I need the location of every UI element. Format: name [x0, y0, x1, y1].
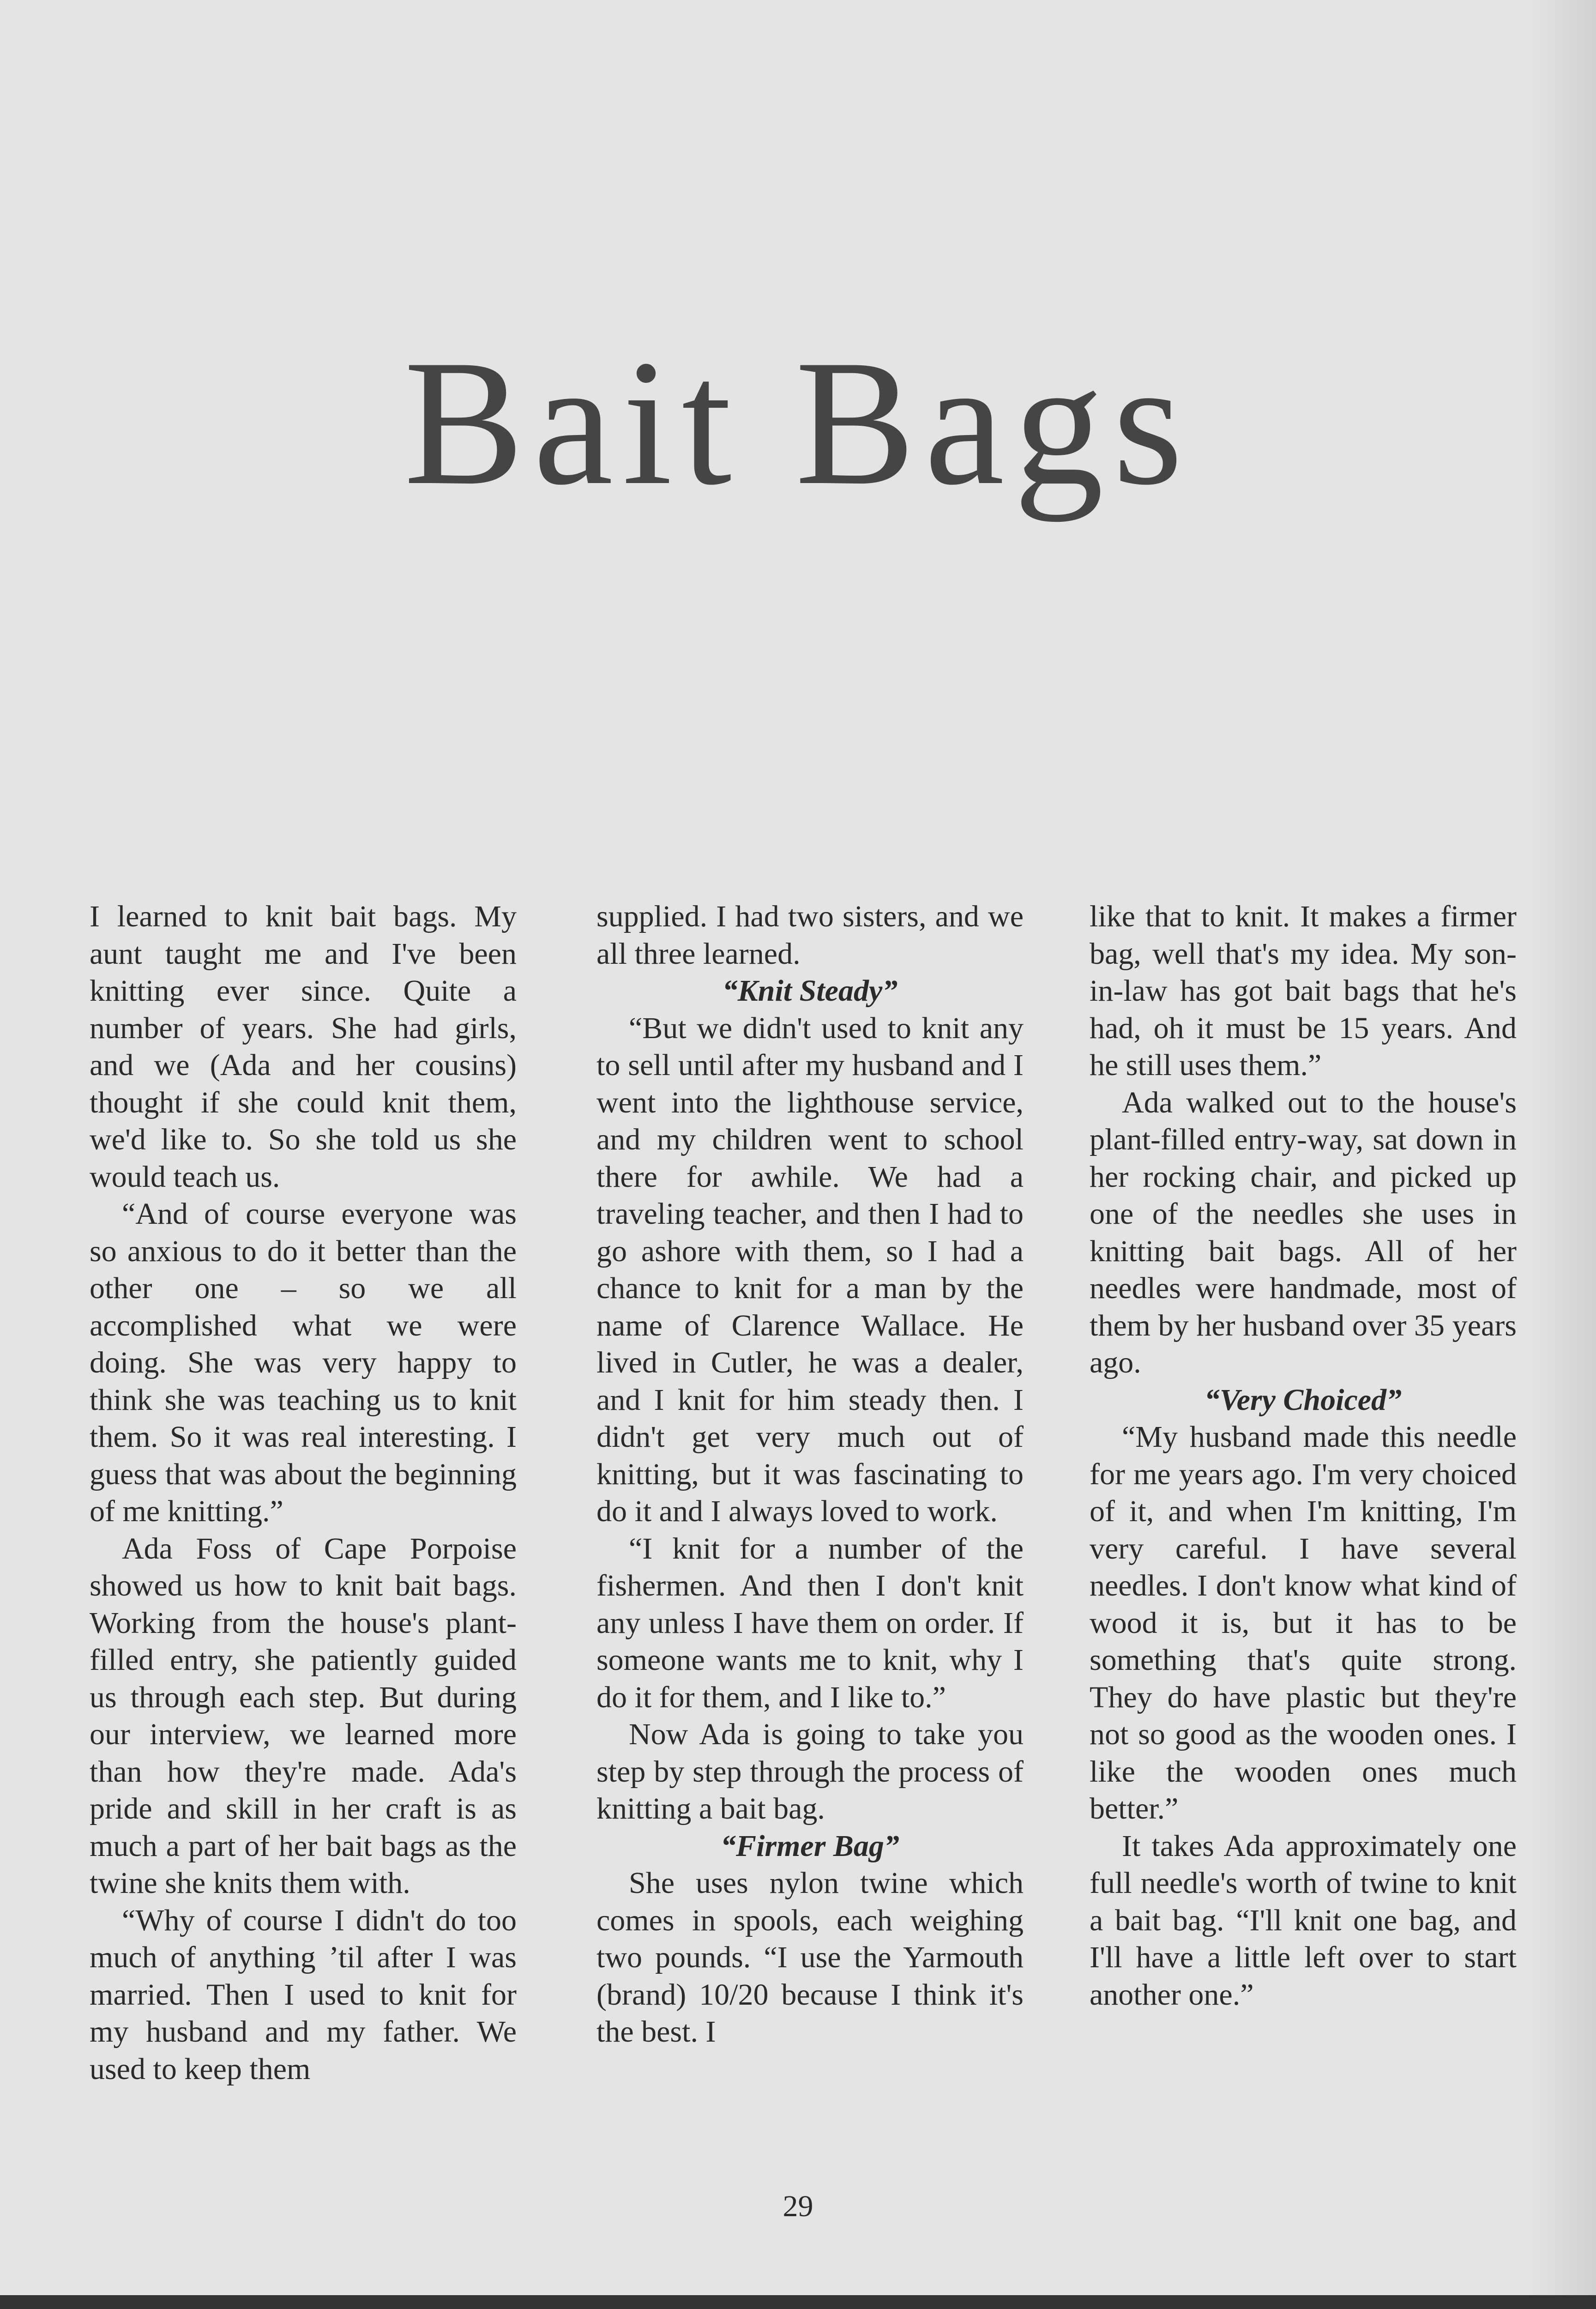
paragraph: She uses nylon twine which comes in spools, each weighing two pounds. “I use the Yarmouth (brand) 10/20 because I think it's the best. I: [596, 1866, 1024, 2049]
paragraph: “I knit for a number of the fishermen. And then I don't knit any unless I have them on order. If someone wants me to knit, why I do it for them, and I like to.”: [596, 1531, 1024, 1714]
paragraph: Ada Foss of Cape Porpoise showed us how to knit bait bags. Working from the house's plant-filled entry, she patiently guided us through each step. But during our interview, we learned more than how they're made. Ada's pride and skill in her craft is as much a part of her bait bags as the twine she knits them with.: [90, 1531, 517, 1900]
page-number: 29: [783, 2189, 813, 2223]
page-bottom-edge: [0, 2295, 1596, 2309]
text-column-3: [1090, 898, 1517, 2013]
paragraph: It takes Ada approximately one full needle's worth of twine to knit a bait bag. “I'll knit one bag, and I'll have a little left over to start another one.”: [1090, 1829, 1517, 2012]
subheading: “Knit Steady”: [722, 974, 898, 1008]
paragraph: supplied. I had two sisters, and we all three learned.: [596, 900, 1024, 971]
subheading: “Firmer Bag”: [721, 1829, 899, 1863]
paragraph: I learned to knit bait bags. My aunt taught me and I've been knitting ever since. Quite a number of years. She had girls, and we (Ada and her cousins) thought if she could knit them, we'd like to. So she told us she would teach us.: [90, 900, 517, 1194]
article-title: Bait Bags: [404, 323, 1192, 522]
paragraph: “And of course everyone was so anxious to do it better than the other one – so we all accomplished what we were doing. She was very happy to think she was teaching us to knit them. So it was real interesting. I guess that was about the beginning of me knitting.”: [90, 1197, 517, 1528]
text-column-1: [90, 898, 517, 2088]
text-column-2: [596, 898, 1024, 2051]
paragraph: like that to knit. It makes a firmer bag, well that's my idea. My son-in-law has got bait bags that he's had, oh it must be 15 years. And he still uses them.”: [1090, 900, 1517, 1082]
paragraph: Now Ada is going to take you step by step through the process of knitting a bait bag.: [596, 1717, 1024, 1825]
paragraph: “But we didn't used to knit any to sell until after my husband and I went into the lighthouse service, and my children went to school there for awhile. We had a traveling teacher, and then I had to go ashore with them, so I had a chance to knit for a man by the name of Clarence Wallace. He lived in Cutler, he was a dealer, and I knit for him steady then. I didn't get very much out of knitting, but it was fascinating to do it and I always loved to work.: [596, 1011, 1024, 1528]
paragraph: Ada walked out to the house's plant-filled entry-way, sat down in her rocking chair, and picked up one of the needles she uses in knitting bait bags. All of her needles were handmade, most of them by her husband over 35 years ago.: [1090, 1085, 1517, 1379]
subheading: “Very Choiced”: [1204, 1383, 1402, 1417]
paragraph: “My husband made this needle for me years ago. I'm very choiced of it, and when I'm knitting, I'm very careful. I have several needles. I don't know what kind of wood it is, but it has to be something that's quite strong. They do have plastic but they're not so good as the wooden ones. I like the wooden ones much better.”: [1090, 1420, 1517, 1825]
paragraph: “Why of course I didn't do too much of anything ’til after I was married. Then I used to knit for my husband and my father. We used to keep them: [90, 1903, 517, 2086]
